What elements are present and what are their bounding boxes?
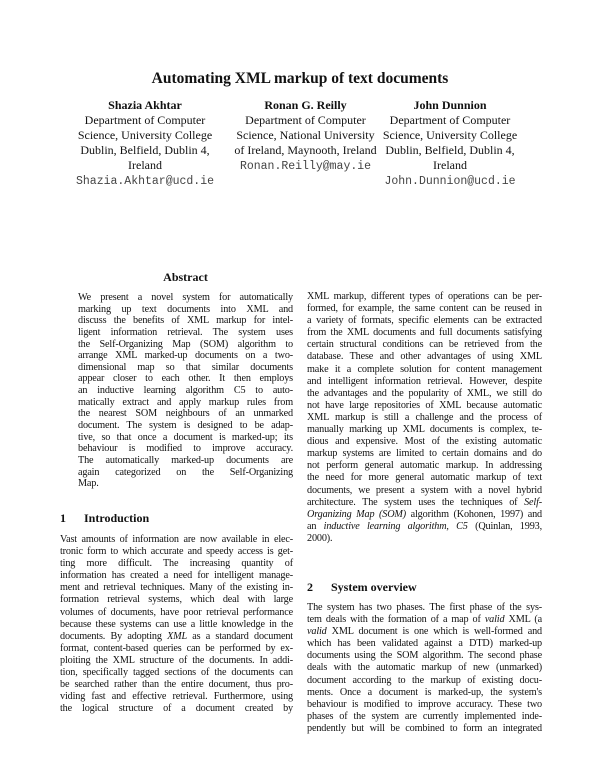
text-span: The automatically marked-up documents are: [78, 454, 293, 466]
text-span: tronic form to which accurate and speedy access is get-: [60, 546, 293, 558]
text-span: information has created a need for intelligent manage-: [60, 570, 293, 582]
text-line: [60, 667, 293, 679]
text-span: tive, so that once a document is marked-up; its: [78, 431, 293, 443]
author-3: [365, 98, 535, 190]
abstract-heading: Abstract: [163, 270, 208, 284]
text-line: [307, 699, 542, 711]
author-email[interactable]: Shazia.Akhtar@ucd.ie: [75, 175, 215, 188]
author-email[interactable]: John.Dunnion@ucd.ie: [384, 175, 516, 188]
abstract-text: [78, 292, 293, 490]
text-span: make it a complete solution for content management: [307, 363, 542, 375]
text-span: We present a novel system for automatically: [78, 292, 293, 303]
text-span: volumes of documents, have poor retrieval performance: [60, 606, 293, 618]
text-span: XML (a: [504, 614, 543, 626]
author-affiliation: Science, National University: [236, 128, 375, 142]
text-span: Map.: [78, 478, 99, 490]
text-line: [307, 472, 542, 484]
text-line: [307, 626, 542, 638]
text-span: The system has two phases. The first phase of the sys-: [307, 602, 542, 613]
section-title: System overview: [331, 580, 417, 594]
text-span: the nearest SOM neighbours of an unmarked: [78, 408, 293, 420]
text-span: dious and expensive. Most of the existing automatic: [307, 436, 542, 448]
text-line: [78, 408, 293, 420]
section-title: Introduction: [84, 511, 150, 525]
text-line: [60, 570, 293, 582]
text-span: document according to the markup of existing docu-: [307, 674, 542, 686]
text-line: [60, 607, 293, 619]
text-span: as a standard document: [187, 630, 293, 642]
text-line: [60, 691, 293, 703]
text-span: because these systems can use a little knowledge in the: [60, 618, 293, 630]
text-span: be searched rather than the entire document, thus pro-: [60, 679, 293, 691]
text-line: [307, 436, 542, 448]
text-span: the need for more general automatic markup of text: [307, 472, 542, 484]
text-span: XML markup is still a challenge and the process of: [307, 411, 542, 423]
text-line: [307, 388, 542, 400]
text-line: [307, 497, 542, 509]
italic-text: valid: [307, 626, 327, 638]
text-line: [307, 327, 542, 339]
author-name: John Dunnion: [413, 98, 487, 112]
text-line: [78, 443, 293, 455]
italic-text: Organizing Map (SOM): [307, 508, 406, 520]
text-span: manually marking up XML documents is complex, te-: [307, 424, 542, 436]
introduction-text: [60, 534, 293, 715]
text-line: [307, 614, 542, 626]
text-span: deals with the automatic markup of new (unmarked): [307, 662, 542, 674]
italic-text: inductive learning algorithm, C5: [323, 520, 468, 532]
text-span: documents. By adopting: [60, 630, 168, 642]
text-span: an: [307, 520, 324, 532]
text-span: the Self-Organizing Map (SOM) algorithm to: [78, 338, 293, 350]
text-line: [60, 546, 293, 558]
text-span: algorithm (Kohonen, 1997) and: [406, 508, 542, 520]
text-span: documents, we present a system with a novel hybrid: [307, 484, 542, 496]
text-span: pendently but will be combined to form an integrated: [307, 722, 542, 734]
text-line: [307, 351, 542, 363]
text-line: [60, 679, 293, 691]
text-line: [307, 723, 542, 735]
text-line: [307, 485, 542, 497]
text-line: [307, 400, 542, 412]
text-span: format, content-based queries can be performed by ex-: [60, 642, 293, 654]
author-affiliation: Department of Computer: [389, 113, 511, 127]
text-span: ments. Once a document is marked-up, the system's: [307, 686, 542, 698]
text-line: [78, 397, 293, 409]
text-span: appear closer to each other. It then employs: [78, 373, 293, 385]
text-span: the advantages and the popularity of XML, we still do: [307, 387, 542, 399]
text-line: [307, 291, 542, 303]
author-affiliation: Dublin, Belfield, Dublin 4,: [80, 143, 210, 157]
text-line: [78, 350, 293, 362]
section-2-heading: [307, 580, 417, 595]
text-span: not have large repositories of XML because automatic: [307, 399, 542, 411]
text-span: phases of the system are currently implemented inde-: [307, 710, 542, 722]
system-overview-text: [307, 602, 542, 735]
text-span: viding fast and effective retrieval. Furthermore, using: [60, 691, 293, 703]
text-line: [307, 711, 542, 723]
text-span: behaviour is modified to improve accuracy. These two: [307, 698, 542, 710]
text-line: [307, 650, 542, 662]
author-name: Ronan G. Reilly: [264, 98, 347, 112]
text-line: [307, 533, 542, 545]
text-span: document. The system is designed to be adap-: [78, 420, 293, 432]
text-line: [60, 619, 293, 631]
text-line: [78, 292, 293, 304]
text-line: [78, 467, 293, 479]
author-affiliation: Science, University College: [77, 128, 213, 142]
introduction-text-continued: [307, 291, 542, 545]
text-line: [307, 448, 542, 460]
text-line: [78, 455, 293, 467]
text-line: [60, 631, 293, 643]
section-number: 1: [60, 511, 66, 525]
section-1-heading: [60, 511, 149, 526]
text-line: [307, 675, 542, 687]
text-line: [307, 364, 542, 376]
author-name: Shazia Akhtar: [108, 98, 182, 112]
author-affiliation: Dublin, Belfield, Dublin 4,: [385, 143, 515, 157]
author-affiliation: Ireland: [433, 158, 467, 172]
text-line: [60, 643, 293, 655]
italic-text: valid: [484, 614, 505, 626]
text-line: [307, 521, 542, 533]
text-span: Vast amounts of information are now available in elec-: [60, 534, 293, 545]
text-span: discuss the benefits of XML markup for intel-: [78, 315, 293, 327]
italic-text: XML: [167, 630, 188, 642]
text-line: [307, 412, 542, 424]
text-line: [307, 339, 542, 351]
text-span: formation retrieval systems, which deal with large: [60, 594, 293, 606]
author-affiliation: Science, University College: [382, 128, 518, 142]
paper-title: Automating XML markup of text documents: [151, 70, 449, 87]
text-line: [307, 638, 542, 650]
text-span: ploiting the XML structure of the documents. In addi-: [60, 654, 293, 666]
text-span: ting more difficult. The increasing quantity of: [60, 558, 293, 570]
text-line: [78, 339, 293, 351]
text-span: marking up text documents into XML and: [78, 303, 293, 315]
text-line: [307, 303, 542, 315]
text-span: 2000).: [307, 532, 333, 544]
text-span: dimensional map so that similar documents: [78, 361, 293, 373]
text-line: [60, 582, 293, 594]
text-span: arrange XML marked-up documents on a two-: [78, 350, 293, 362]
text-span: documents using the SOM algorithm. The second phase: [307, 650, 542, 662]
text-span: tem deals with the formation of a map of: [307, 614, 485, 626]
text-span: and intelligent information retrieval. However, despite: [307, 375, 542, 387]
text-line: [60, 534, 293, 546]
text-span: a variety of formats, specific elements can be extracted: [307, 315, 542, 327]
text-line: [307, 460, 542, 472]
author-1: [60, 98, 230, 190]
text-line: [307, 687, 542, 699]
text-span: from the XML documents and full documents satisfying: [307, 327, 542, 339]
text-line: [60, 655, 293, 667]
text-line: [60, 703, 293, 715]
text-line: [60, 594, 293, 606]
text-line: [78, 362, 293, 374]
text-line: [78, 478, 293, 490]
text-line: [78, 373, 293, 385]
text-span: certain structural conditions can be retrieved from the: [307, 339, 542, 351]
text-line: [307, 376, 542, 388]
text-line: [307, 315, 542, 327]
author-affiliation: Department of Computer: [245, 113, 366, 127]
text-span: markup systems are limited to certain domains and do: [307, 448, 542, 460]
text-line: [78, 315, 293, 327]
text-line: [78, 327, 293, 339]
author-email[interactable]: Ronan.Reilly@may.ie: [239, 160, 372, 173]
text-line: [78, 304, 293, 316]
text-span: (Quinlan, 1993,: [467, 520, 542, 532]
author-affiliation: of Ireland, Maynooth, Ireland: [234, 143, 377, 157]
text-span: again categorized on the Self-Organizing: [78, 466, 293, 478]
text-span: database. These and other advantages of using XML: [307, 351, 542, 363]
text-line: [307, 662, 542, 674]
text-span: an inductive learning algorithm C5 to auto-: [78, 385, 293, 397]
author-affiliation: Department of Computer: [84, 113, 206, 127]
author-affiliation: Ireland: [128, 158, 162, 172]
text-span: tion, specifically tagged sections of the documents can: [60, 667, 293, 679]
text-span: architecture. The system uses the techniques of: [307, 496, 525, 508]
text-span: XML markup, different types of operations can be per-: [307, 291, 542, 302]
text-line: [78, 420, 293, 432]
text-span: ment and retrieval techniques. Many of the existing in-: [60, 582, 293, 594]
text-span: which has been validated against a DTD) marked-up: [307, 638, 542, 650]
text-span: matically extract and apply markup rules from: [78, 396, 293, 408]
text-line: [60, 558, 293, 570]
text-line: [307, 424, 542, 436]
text-span: XML document is one which is well-formed and: [326, 626, 542, 638]
italic-text: Self-: [524, 496, 542, 508]
text-line: [307, 509, 542, 521]
text-line: [307, 602, 542, 614]
text-line: [78, 385, 293, 397]
text-span: ligent information retrieval. The system uses: [78, 326, 293, 338]
text-span: the logical structure of a document created by: [60, 703, 293, 715]
text-span: behaviour is modified to improve accuracy.: [78, 443, 293, 455]
section-number: 2: [307, 580, 313, 594]
text-span: not perform general automatic markup. In addressing: [307, 460, 542, 472]
text-span: formed, for example, the same content can be reused in: [307, 303, 542, 315]
text-line: [78, 432, 293, 444]
